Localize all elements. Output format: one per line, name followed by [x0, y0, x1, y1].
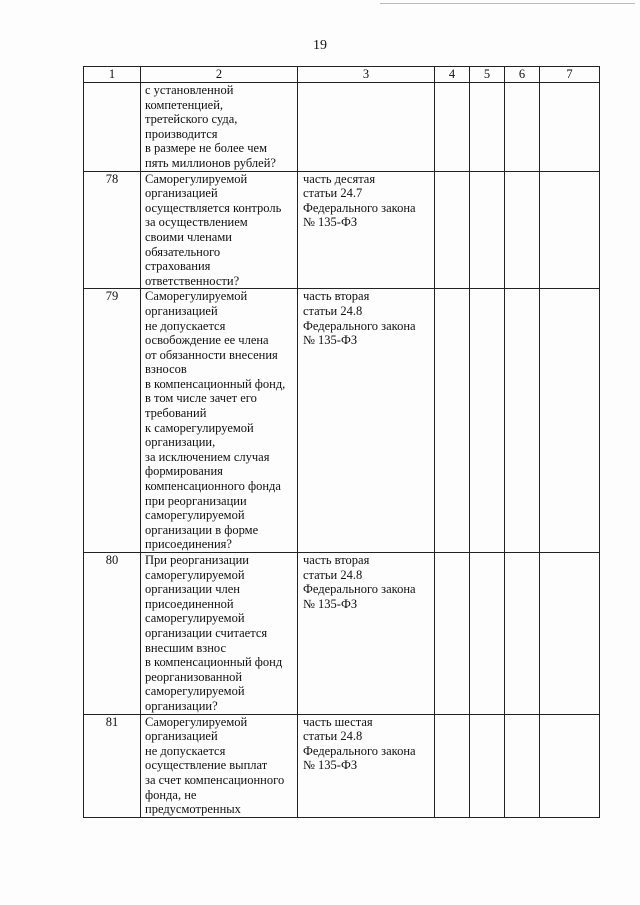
- empty-cell: [505, 714, 540, 817]
- description-line: в компенсационный фонд: [145, 655, 283, 670]
- empty-cell: [470, 171, 505, 289]
- description-line: требований: [145, 406, 207, 421]
- description-line: за исключением случая: [145, 449, 270, 464]
- row-description: [141, 171, 298, 289]
- col-header-2: 2: [141, 67, 298, 83]
- empty-cell: [540, 289, 600, 553]
- description-line: организации считается: [145, 625, 268, 640]
- checklist-table: [83, 66, 600, 818]
- description-line: саморегулируемой: [145, 684, 245, 699]
- reference-line: Федерального закона: [303, 200, 416, 215]
- description-line: осуществляется контроль: [145, 200, 282, 215]
- table-row: [84, 714, 600, 817]
- col-header-6: 6: [505, 67, 540, 83]
- row-description: [141, 83, 298, 172]
- description-line: пять миллионов рублей?: [145, 155, 276, 170]
- row-reference: [298, 553, 435, 715]
- empty-cell: [540, 171, 600, 289]
- description-line: Саморегулируемой: [145, 714, 248, 729]
- row-number: 79: [84, 289, 141, 553]
- description-line: организации,: [145, 435, 216, 450]
- empty-cell: [470, 553, 505, 715]
- description-line: не допускается: [145, 743, 226, 758]
- description-line: страхования: [145, 259, 211, 274]
- description-line: при реорганизации: [145, 493, 247, 508]
- description-line: саморегулируемой: [145, 508, 245, 523]
- reference-line: статьи 24.8: [303, 303, 363, 318]
- reference-line: Федерального закона: [303, 582, 416, 597]
- empty-cell: [435, 289, 470, 553]
- description-line: не допускается: [145, 318, 226, 333]
- description-line: фонда, не: [145, 787, 197, 802]
- empty-cell: [435, 553, 470, 715]
- description-line: производится: [145, 126, 218, 141]
- reference-line: Федерального закона: [303, 318, 416, 333]
- empty-cell: [470, 289, 505, 553]
- description-line: третейского суда,: [145, 112, 238, 127]
- row-reference: [298, 83, 435, 172]
- description-line: от обязанности внесения: [145, 347, 278, 362]
- col-header-3: 3: [298, 67, 435, 83]
- reference-line: № 135-ФЗ: [303, 215, 358, 230]
- row-description: [141, 289, 298, 553]
- row-number: 81: [84, 714, 141, 817]
- description-line: Саморегулируемой: [145, 289, 248, 304]
- description-line: осуществление выплат: [145, 758, 268, 773]
- row-reference: [298, 289, 435, 553]
- page-number: 19: [313, 38, 327, 53]
- description-line: с установленной: [145, 83, 234, 97]
- reference-line: статьи 24.7: [303, 186, 363, 201]
- reference-line: часть вторая: [303, 289, 370, 304]
- reference-line: часть шестая: [303, 714, 373, 729]
- description-line: внесшим взнос: [145, 640, 226, 655]
- reference-line: № 135-ФЗ: [303, 333, 358, 348]
- empty-cell: [435, 714, 470, 817]
- description-line: организации член: [145, 582, 240, 597]
- col-header-1: 1: [84, 67, 141, 83]
- description-line: саморегулируемой: [145, 567, 245, 582]
- description-line: освобождение ее члена: [145, 333, 269, 348]
- table-row: [84, 289, 600, 553]
- col-header-4: 4: [435, 67, 470, 83]
- table-row: [84, 553, 600, 715]
- description-line: ответственности?: [145, 273, 240, 288]
- description-line: организации в форме: [145, 522, 259, 537]
- description-line: предусмотренных: [145, 802, 241, 817]
- empty-cell: [435, 171, 470, 289]
- row-number: 80: [84, 553, 141, 715]
- description-line: присоединения?: [145, 537, 232, 552]
- header-row: [84, 67, 600, 83]
- description-line: формирования: [145, 464, 223, 479]
- description-line: обязательного: [145, 244, 221, 259]
- description-line: присоединенной: [145, 596, 234, 611]
- top-edge-line: [380, 3, 635, 4]
- description-line: своими членами: [145, 229, 232, 244]
- description-line: компенсационного фонда: [145, 479, 281, 494]
- empty-cell: [540, 553, 600, 715]
- description-line: Саморегулируемой: [145, 171, 248, 186]
- reference-line: статьи 24.8: [303, 567, 363, 582]
- description-line: за осуществлением: [145, 215, 248, 230]
- row-description: [141, 714, 298, 817]
- col-header-7: 7: [540, 67, 600, 83]
- description-line: в размере не более чем: [145, 141, 267, 156]
- description-line: за счет компенсационного: [145, 772, 285, 787]
- reference-line: часть десятая: [303, 171, 376, 186]
- reference-line: Федерального закона: [303, 743, 416, 758]
- empty-cell: [505, 289, 540, 553]
- empty-cell: [435, 83, 470, 172]
- empty-cell: [540, 714, 600, 817]
- empty-cell: [540, 83, 600, 172]
- empty-cell: [470, 83, 505, 172]
- description-line: в том числе зачет его: [145, 391, 257, 406]
- empty-cell: [470, 714, 505, 817]
- row-number: 78: [84, 171, 141, 289]
- description-line: реорганизованной: [145, 669, 243, 684]
- description-line: организацией: [145, 186, 218, 201]
- reference-line: статьи 24.8: [303, 729, 363, 744]
- row-number: [84, 83, 141, 172]
- table-row: [84, 171, 600, 289]
- row-reference: [298, 171, 435, 289]
- description-line: в компенсационный фонд,: [145, 376, 286, 391]
- description-line: организацией: [145, 303, 218, 318]
- description-line: взносов: [145, 362, 187, 377]
- empty-cell: [505, 171, 540, 289]
- reference-line: часть вторая: [303, 553, 370, 567]
- description-line: компетенцией,: [145, 97, 224, 112]
- description-line: саморегулируемой: [145, 611, 245, 626]
- description-line: организацией: [145, 729, 218, 744]
- empty-cell: [505, 83, 540, 172]
- row-reference: [298, 714, 435, 817]
- row-description: [141, 553, 298, 715]
- col-header-5: 5: [470, 67, 505, 83]
- description-line: организации?: [145, 698, 218, 713]
- description-line: При реорганизации: [145, 553, 249, 567]
- reference-line: № 135-ФЗ: [303, 758, 358, 773]
- table-row: [84, 83, 600, 172]
- description-line: к саморегулируемой: [145, 420, 254, 435]
- reference-line: № 135-ФЗ: [303, 596, 358, 611]
- empty-cell: [505, 553, 540, 715]
